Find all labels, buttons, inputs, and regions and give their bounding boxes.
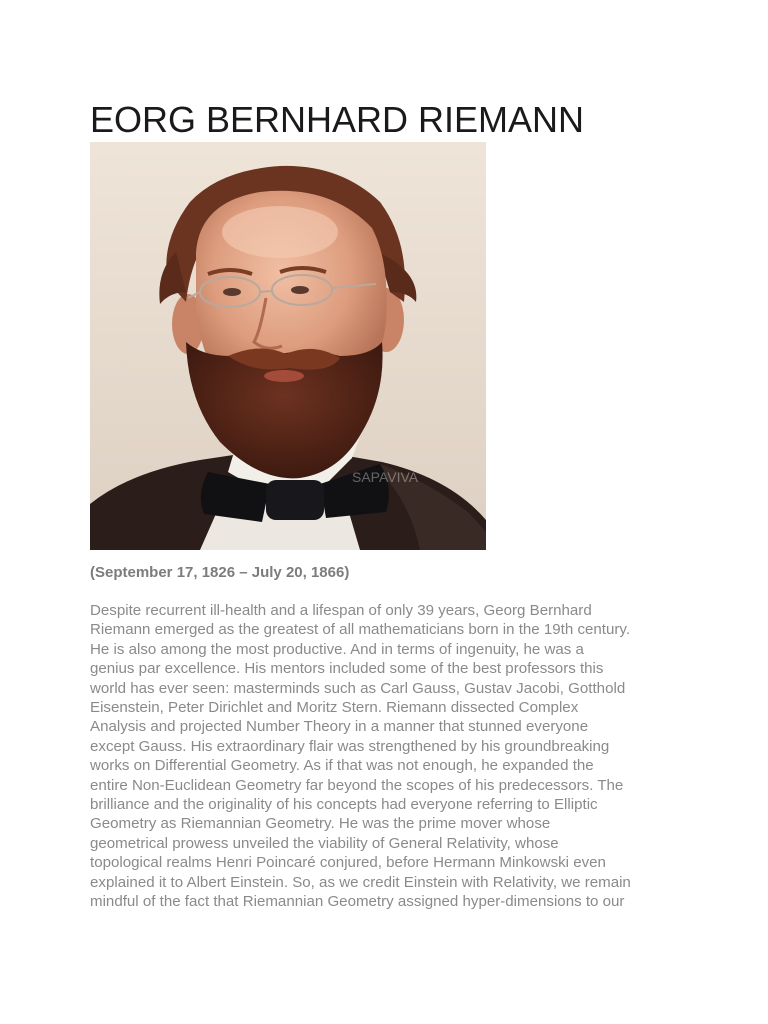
body-line: works on Differential Geometry. As if that was not enough, he expanded the [90,757,594,775]
body-line: Eisenstein, Peter Dirichlet and Moritz Stern. Riemann dissected Complex [90,699,579,717]
body-line: He is also among the most productive. And in terms of ingenuity, he was a [90,640,584,658]
body-line: Despite recurrent ill-health and a lifespan of only 39 years, Georg Bernhard [90,602,592,619]
body-line: world has ever seen: masterminds such as Carl Gauss, Gustav Jacobi, Gotthold [90,679,626,697]
body-paragraph [90,601,690,912]
body-line: Analysis and projected Number Theory in a manner that stunned everyone [90,718,589,736]
body-line: except Gauss. His extraordinary flair was strengthened by his groundbreaking [90,737,610,755]
watermark-text: SAPAVIVA [352,469,419,485]
body-line: entire Non-Euclidean Geometry far beyond the scopes of his predecessors. The [90,776,624,794]
body-line: brilliance and the originality of his concepts had everyone referring to Elliptic [90,796,598,814]
body-line: Riemann emerged as the greatest of all mathematicians born in the 19th century. [90,621,631,639]
body-line: topological realms Henri Poincaré conjured, before Hermann Minkowski even [90,854,606,872]
life-dates: (September 17, 1826 – July 20, 1866) [90,564,350,581]
body-line: genius par excellence. His mentors included some of the best professors this [90,660,604,678]
body-line: Geometry as Riemannian Geometry. He was the prime mover whose [90,815,551,833]
body-line: mindful of the fact that Riemannian Geometry assigned hyper-dimensions to our [90,893,625,911]
page-title: EORG BERNHARD RIEMANN [90,99,585,140]
portrait-image [90,142,486,550]
body-line: geometrical prowess unveiled the viability of General Relativity, whose [90,834,559,852]
body-line: explained it to Albert Einstein. So, as we credit Einstein with Relativity, we remain [90,873,631,891]
